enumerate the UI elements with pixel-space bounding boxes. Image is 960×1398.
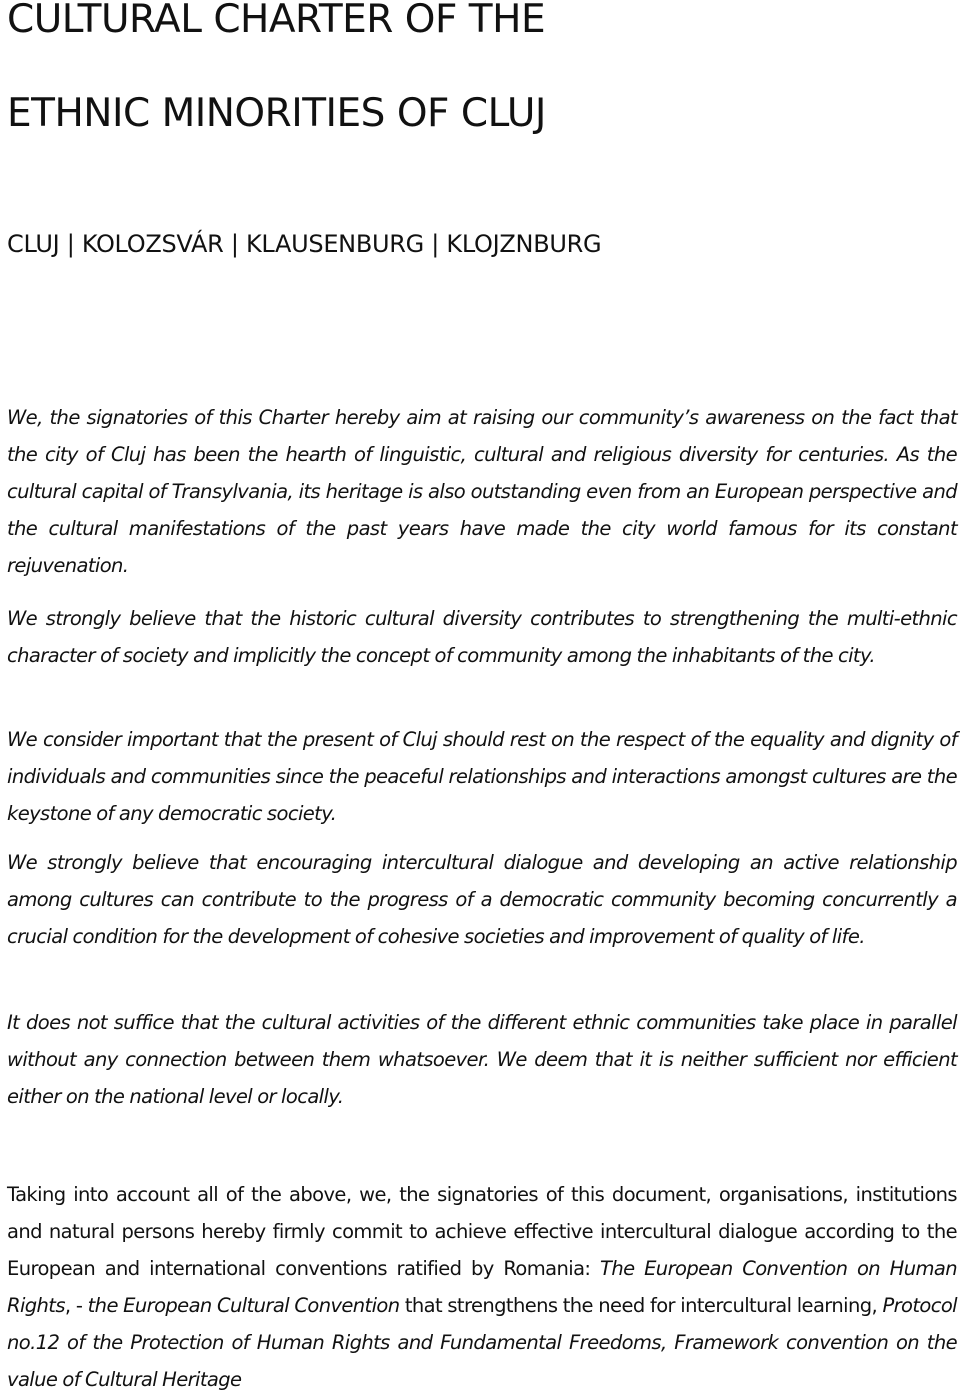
paragraph-intro <box>7 399 957 584</box>
document-title-line-1: CULTURAL CHARTER OF THE <box>7 0 546 42</box>
paragraph-diversity: We strongly believe that the historic cultural diversity contributes to strengthening the multi-ethnic character of society and implicitly the concept of community among the inhabitants of the city. <box>7 607 957 667</box>
paragraph-intro-rest: As the cultural capital of Transylvania, its heritage is also outstanding even from an European perspective and the cultural manifestations of the past years have made the city world famous for its constant rejuvenation. <box>7 443 957 577</box>
paragraph-commitment <box>7 1176 957 1398</box>
paragraph-parallel-activities: It does not suffice that the cultural activities of the different ethnic communities take place in parallel without any connection between them whatsoever. We deem that it is neither sufficient nor efficient either on the national level or locally. <box>7 1011 957 1108</box>
protocol-and-framework: Protocol no.12 of the Protection of Human Rights and Fundamental Freedoms, Framework convention on the value of Cultural Heritage <box>7 1294 957 1391</box>
convention-cultural: the European Cultural Convention <box>87 1294 400 1317</box>
commitment-separator: , - <box>64 1294 88 1317</box>
commitment-text: Taking into account all of the above, we, the signatories of this document, organisations, institutions and natural persons hereby firmly commit to achieve effective intercultural dialogue according to the European and international conventions ratified by Romania: <box>7 1183 957 1280</box>
document-subtitle: CLUJ | KOLOZSVÁR | KLAUSENBURG | KLOJZNBURG <box>7 230 602 258</box>
document-title-line-2: ETHNIC MINORITIES OF CLUJ <box>7 91 546 136</box>
commitment-text-2: that strengthens the need for intercultural learning, <box>399 1294 883 1317</box>
paragraph-intro-lead: We, the signatories of this Charter hereby aim at raising our community’s awareness on the fact that the city of Cluj has been the hearth of linguistic, cultural and religious diversity for centuries. <box>7 406 957 466</box>
paragraph-dialogue: We strongly believe that encouraging intercultural dialogue and developing an active relationship among cultures can contribute to the progress of a democratic community becoming concurrently a crucial condition for the development of cohesive societies and improvement of quality of life. <box>7 851 957 948</box>
convention-human-rights: The European Convention on Human Rights <box>7 1257 957 1317</box>
paragraph-equality: We consider important that the present of Cluj should rest on the respect of the equality and dignity of individuals and communities since the peaceful relationships and interactions amongst cultures are the keystone of any democratic society. <box>7 728 957 825</box>
